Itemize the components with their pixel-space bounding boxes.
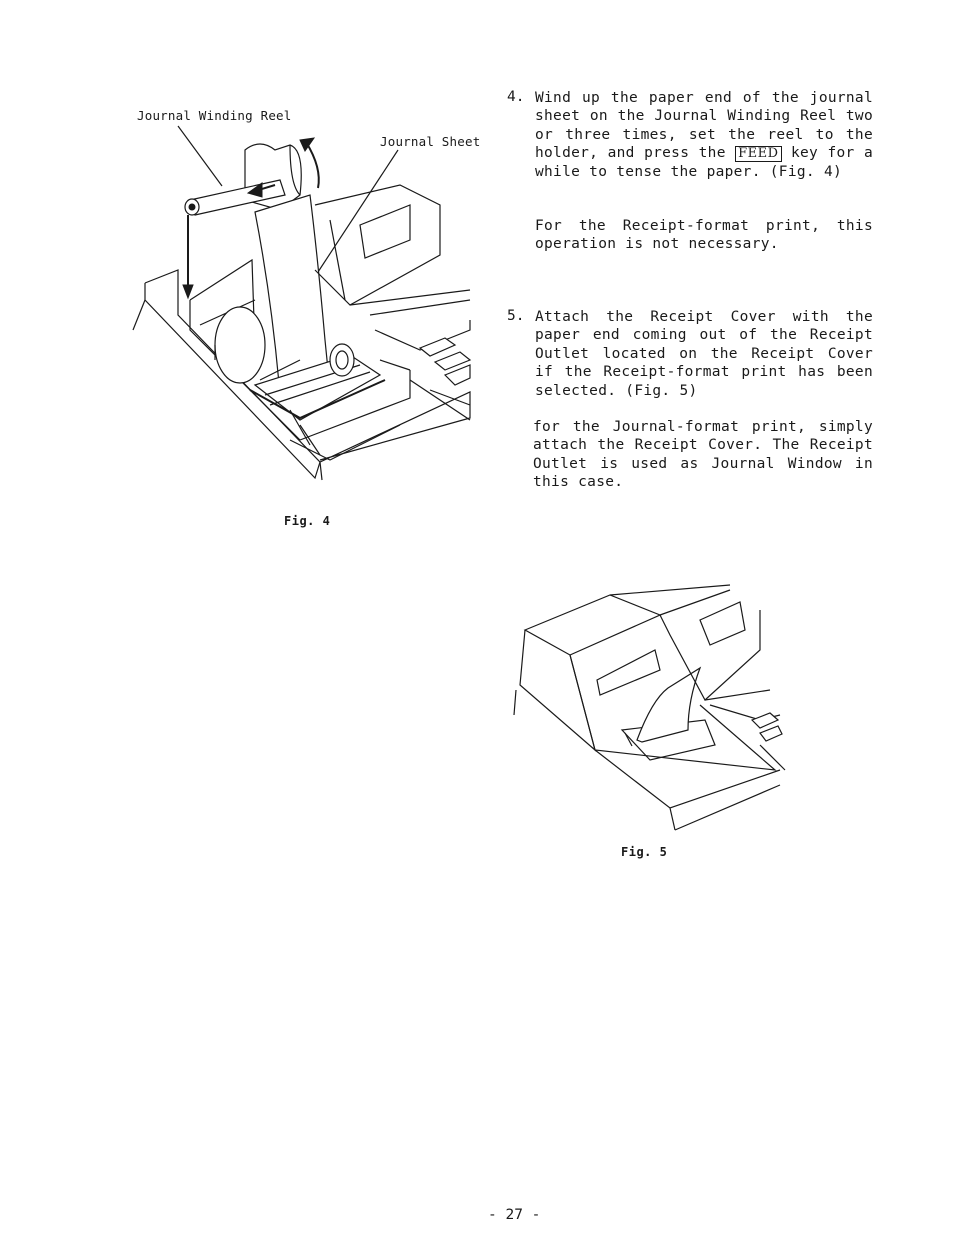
step-4-number: 4. [507,89,525,105]
step-4-note: For the Receipt-format print, this operation is not necessary. [535,218,873,253]
figure-4-caption: Fig. 4 [284,514,331,528]
feed-key: FEED [735,146,781,162]
label-journal-winding-reel: Journal Winding Reel [137,108,292,123]
step-5-note: for the Journal-format print, simply attach the Receipt Cover. The Receipt Outlet is used as Journal Window in this case. [533,419,873,491]
page-number: - 27 - [488,1207,541,1223]
step-5-text: Attach the Receipt Cover with the paper end coming out of the Receipt Outlet located on the Receipt Cover if the Receipt-format print has been selected. (Fig. 5) [535,309,873,399]
step-4-text-part-2: key for a while to tense the paper. (Fig. 4) [535,145,874,180]
step-4-text-part-1: Wind up the paper end of the journal sheet on the Journal Winding Reel two or three times, set the reel to the holder, and press the [535,90,873,162]
figure-5-caption: Fig. 5 [621,845,668,859]
step-5-number: 5. [507,308,525,324]
label-journal-sheet: Journal Sheet [380,134,481,149]
